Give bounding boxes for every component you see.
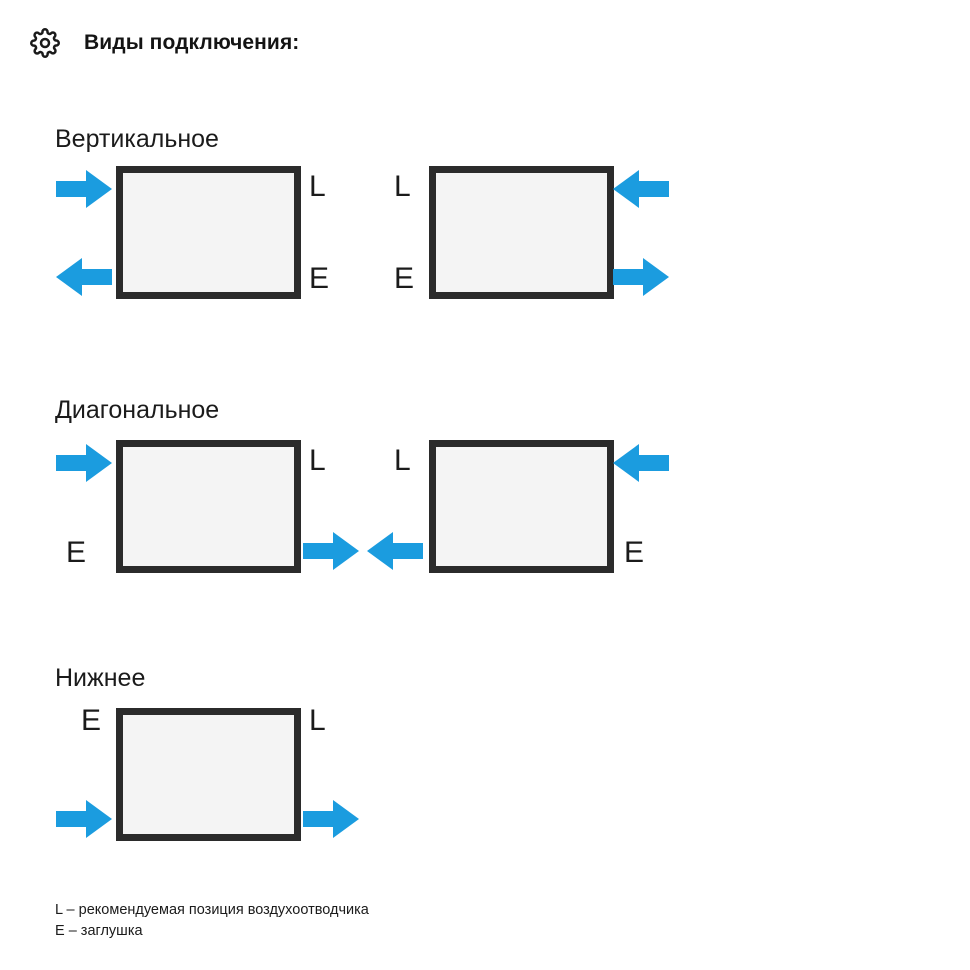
- page-title: Виды подключения:: [84, 31, 300, 54]
- legend-line-air-vent: L – рекомендуемая позиция воздухоотводчика: [55, 902, 369, 918]
- letter-vertical-left-bottom: E: [309, 262, 330, 295]
- letter-bottom-left: E: [81, 704, 102, 737]
- arrow-vertical-left-outlet: [56, 258, 112, 296]
- letter-diagonal-right-top: L: [394, 444, 411, 477]
- letter-diagonal-left-top: L: [309, 444, 326, 477]
- arrow-diagonal-left-outlet: [303, 532, 359, 570]
- letter-diagonal-right-bottom: E: [624, 536, 645, 569]
- letter-diagonal-left-bottom: E: [66, 536, 87, 569]
- arrow-vertical-right-outlet: [613, 258, 669, 296]
- letter-vertical-right-bottom: E: [394, 262, 415, 295]
- arrow-bottom-outlet: [303, 800, 359, 838]
- radiator-vertical-right: [429, 166, 614, 299]
- arrow-diagonal-left-inlet: [56, 444, 112, 482]
- radiator-vertical-left: [116, 166, 301, 299]
- radiator-diagonal-left: [116, 440, 301, 573]
- radiator-diagonal-right: [429, 440, 614, 573]
- arrow-diagonal-right-inlet: [613, 444, 669, 482]
- section-title-diagonal: Диагональное: [55, 396, 220, 424]
- arrow-bottom-inlet: [56, 800, 112, 838]
- gear-icon: [30, 28, 60, 58]
- letter-vertical-left-top: L: [309, 170, 326, 203]
- legend-line-plug: E – заглушка: [55, 923, 143, 939]
- header: [30, 28, 299, 58]
- arrow-vertical-right-inlet: [613, 170, 669, 208]
- arrow-diagonal-right-outlet: [367, 532, 423, 570]
- letter-bottom-right: L: [309, 704, 326, 737]
- section-title-vertical: Вертикальное: [55, 125, 219, 153]
- radiator-bottom: [116, 708, 301, 841]
- legend: [55, 900, 369, 942]
- letter-vertical-right-top: L: [394, 170, 411, 203]
- section-title-bottom: Нижнее: [55, 664, 146, 692]
- arrow-vertical-left-inlet: [56, 170, 112, 208]
